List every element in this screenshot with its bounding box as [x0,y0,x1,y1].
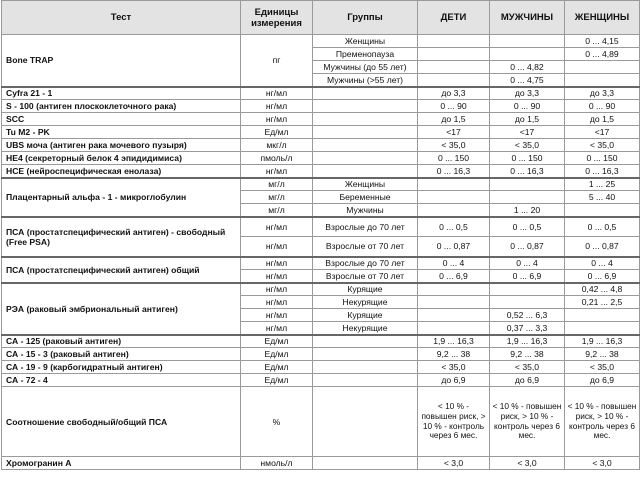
table-row [2,113,640,126]
men-cell: < 35,0 [490,139,565,152]
women-cell: 0 ... 16,3 [565,165,640,178]
kids-cell: 0 ... 90 [418,100,490,113]
women-cell: 0 ... 4 [565,257,640,270]
group-cell: Женщины [313,178,418,191]
men-cell: 0 ... 4 [490,257,565,270]
kids-cell: 0 ... 0,87 [418,237,490,257]
unit-cell: пмоль/л [241,152,313,165]
unit-cell: нг/мл [241,270,313,283]
women-cell [565,204,640,217]
kids-cell: < 35,0 [418,361,490,374]
women-cell [565,61,640,74]
men-cell: 0,52 ... 6,3 [490,309,565,322]
group-cell [313,126,418,139]
unit-cell: нг/мл [241,257,313,270]
unit-cell: Ед/мл [241,126,313,139]
women-cell: < 3,0 [565,457,640,470]
men-cell [490,35,565,48]
table-row [2,457,640,470]
group-cell [313,457,418,470]
women-cell: 0 ... 90 [565,100,640,113]
test-name: ПСА (простатспецифический антиген) - свободный (Free PSA) [2,217,241,257]
group-cell [313,374,418,387]
group-cell: Женщины [313,35,418,48]
group-cell: Взрослые до 70 лет [313,217,418,237]
group-cell [313,113,418,126]
men-cell: < 10 % - повышен риск, > 10 % - контроль через 6 мес. [490,387,565,457]
kids-cell [418,74,490,87]
women-cell: 0 ... 0,5 [565,217,640,237]
table-row [2,283,640,296]
kids-cell [418,191,490,204]
kids-cell: 0 ... 16,3 [418,165,490,178]
group-cell: Курящие [313,283,418,296]
unit-cell: мкг/л [241,139,313,152]
kids-cell [418,35,490,48]
men-cell [490,191,565,204]
women-cell: < 35,0 [565,139,640,152]
group-cell: Пременопауза [313,48,418,61]
unit-cell: нг/мл [241,217,313,237]
test-name: СА - 15 - 3 (раковый антиген) [2,348,241,361]
women-cell: 0 ... 4,89 [565,48,640,61]
table-row [2,100,640,113]
women-cell: 1,9 ... 16,3 [565,335,640,348]
kids-cell [418,322,490,335]
col-header-units: Единицы измерения [241,1,313,35]
group-cell: Курящие [313,309,418,322]
group-cell [313,335,418,348]
kids-cell [418,61,490,74]
women-cell: до 1,5 [565,113,640,126]
tumor-markers-table [1,0,640,470]
men-cell: 1 ... 20 [490,204,565,217]
group-cell: Некурящие [313,296,418,309]
kids-cell: 0 ... 6,9 [418,270,490,283]
men-cell: 0 ... 0,5 [490,217,565,237]
women-cell: до 3,3 [565,87,640,100]
test-name: HE4 (секреторный белок 4 эпидидимиса) [2,152,241,165]
kids-cell: < 10 % - повышен риск, > 10 % - контроль через 6 мес. [418,387,490,457]
unit-cell: нг/мл [241,87,313,100]
kids-cell [418,178,490,191]
table-row [2,387,640,457]
group-cell [313,152,418,165]
men-cell: 0 ... 4,82 [490,61,565,74]
unit-cell: нг/мл [241,113,313,126]
table-row [2,152,640,165]
unit-cell: Ед/мл [241,374,313,387]
group-cell [313,87,418,100]
kids-cell [418,48,490,61]
women-cell: 1 ... 25 [565,178,640,191]
unit-cell: мг/л [241,204,313,217]
unit-cell: нг/мл [241,100,313,113]
test-name: Cyfra 21 - 1 [2,87,241,100]
women-cell: 9,2 ... 38 [565,348,640,361]
test-name: СА - 19 - 9 (карбогидратный антиген) [2,361,241,374]
kids-cell [418,204,490,217]
men-cell: 1,9 ... 16,3 [490,335,565,348]
table-row [2,165,640,178]
women-cell: 0 ... 6,9 [565,270,640,283]
kids-cell: 0 ... 150 [418,152,490,165]
test-name: SCC [2,113,241,126]
men-cell: 0 ... 90 [490,100,565,113]
test-name: СА - 125 (раковый антиген) [2,335,241,348]
table-row [2,126,640,139]
unit-cell: мг/л [241,178,313,191]
men-cell: 0,37 ... 3,3 [490,322,565,335]
group-cell: Взрослые от 70 лет [313,270,418,283]
group-cell [313,361,418,374]
test-name: Плацентарный альфа - 1 - микроглобулин [2,178,241,217]
table-row [2,374,640,387]
kids-cell: 0 ... 0,5 [418,217,490,237]
table-row [2,361,640,374]
test-name: Хромогранин А [2,457,241,470]
col-header-men: МУЖЧИНЫ [490,1,565,35]
unit-cell: нг/мл [241,309,313,322]
test-name: HCE (нейроспецифическая енолаза) [2,165,241,178]
kids-cell [418,309,490,322]
women-cell [565,309,640,322]
col-header-women: ЖЕНЩИНЫ [565,1,640,35]
kids-cell: 1,9 ... 16,3 [418,335,490,348]
unit-cell: нг/мл [241,165,313,178]
men-cell: 0 ... 150 [490,152,565,165]
women-cell: до 6,9 [565,374,640,387]
table-row [2,35,640,48]
col-header-test: Тест [2,1,241,35]
men-cell: <17 [490,126,565,139]
men-cell [490,283,565,296]
group-cell: Мужчины [313,204,418,217]
kids-cell: <17 [418,126,490,139]
group-cell [313,100,418,113]
group-cell: Взрослые до 70 лет [313,257,418,270]
unit-cell: нг/мл [241,283,313,296]
table-row [2,335,640,348]
table-row [2,217,640,237]
kids-cell: 0 ... 4 [418,257,490,270]
women-cell: 0,21 ... 2,5 [565,296,640,309]
group-cell: Беременные [313,191,418,204]
men-cell [490,178,565,191]
group-cell: Мужчины (>55 лет) [313,74,418,87]
group-cell [313,165,418,178]
kids-cell [418,296,490,309]
unit-cell: Ед/мл [241,361,313,374]
men-cell: < 3,0 [490,457,565,470]
test-name: РЭА (раковый эмбриональный антиген) [2,283,241,335]
kids-cell: до 6,9 [418,374,490,387]
unit-cell: нг/мл [241,322,313,335]
men-cell: 0 ... 0,87 [490,237,565,257]
unit-cell: нг/мл [241,237,313,257]
table-row [2,257,640,270]
unit-cell: мг/л [241,191,313,204]
men-cell: 0 ... 16,3 [490,165,565,178]
men-cell: 9,2 ... 38 [490,348,565,361]
kids-cell: < 35,0 [418,139,490,152]
unit-cell: Ед/мл [241,335,313,348]
kids-cell: до 3,3 [418,87,490,100]
test-name: Bone TRAP [2,35,241,87]
unit-cell: нг/мл [241,296,313,309]
group-cell: Мужчины (до 55 лет) [313,61,418,74]
group-cell [313,348,418,361]
kids-cell [418,283,490,296]
men-cell [490,296,565,309]
group-cell [313,387,418,457]
women-cell: < 10 % - повышен риск, > 10 % - контроль через 6 мес. [565,387,640,457]
kids-cell: до 1,5 [418,113,490,126]
test-name: СА - 72 - 4 [2,374,241,387]
group-cell: Некурящие [313,322,418,335]
men-cell: 0 ... 6,9 [490,270,565,283]
unit-cell: Ед/мл [241,348,313,361]
table-row [2,87,640,100]
kids-cell: 9,2 ... 38 [418,348,490,361]
women-cell: 0,42 ... 4,8 [565,283,640,296]
col-header-kids: ДЕТИ [418,1,490,35]
men-cell [490,48,565,61]
women-cell [565,322,640,335]
kids-cell: < 3,0 [418,457,490,470]
women-cell [565,74,640,87]
men-cell: до 6,9 [490,374,565,387]
men-cell: до 3,3 [490,87,565,100]
women-cell: 5 ... 40 [565,191,640,204]
test-name: Соотношение свободный/общий ПСА [2,387,241,457]
women-cell: <17 [565,126,640,139]
women-cell: 0 ... 150 [565,152,640,165]
men-cell: до 1,5 [490,113,565,126]
test-name: UBS моча (антиген рака мочевого пузыря) [2,139,241,152]
unit-cell: % [241,387,313,457]
unit-cell: нмоль/л [241,457,313,470]
table-row [2,348,640,361]
group-cell: Взрослые от 70 лет [313,237,418,257]
women-cell: < 35,0 [565,361,640,374]
women-cell: 0 ... 0,87 [565,237,640,257]
test-name: Tu M2 - PK [2,126,241,139]
table-row [2,139,640,152]
women-cell: 0 ... 4,15 [565,35,640,48]
header-row [2,1,640,35]
group-cell [313,139,418,152]
col-header-groups: Группы [313,1,418,35]
men-cell: 0 ... 4,75 [490,74,565,87]
test-name: S - 100 (антиген плоскоклеточного рака) [2,100,241,113]
men-cell: < 35,0 [490,361,565,374]
test-name: ПСА (простатспецифический антиген) общий [2,257,241,283]
unit-cell: пг [241,35,313,87]
table-row [2,178,640,191]
